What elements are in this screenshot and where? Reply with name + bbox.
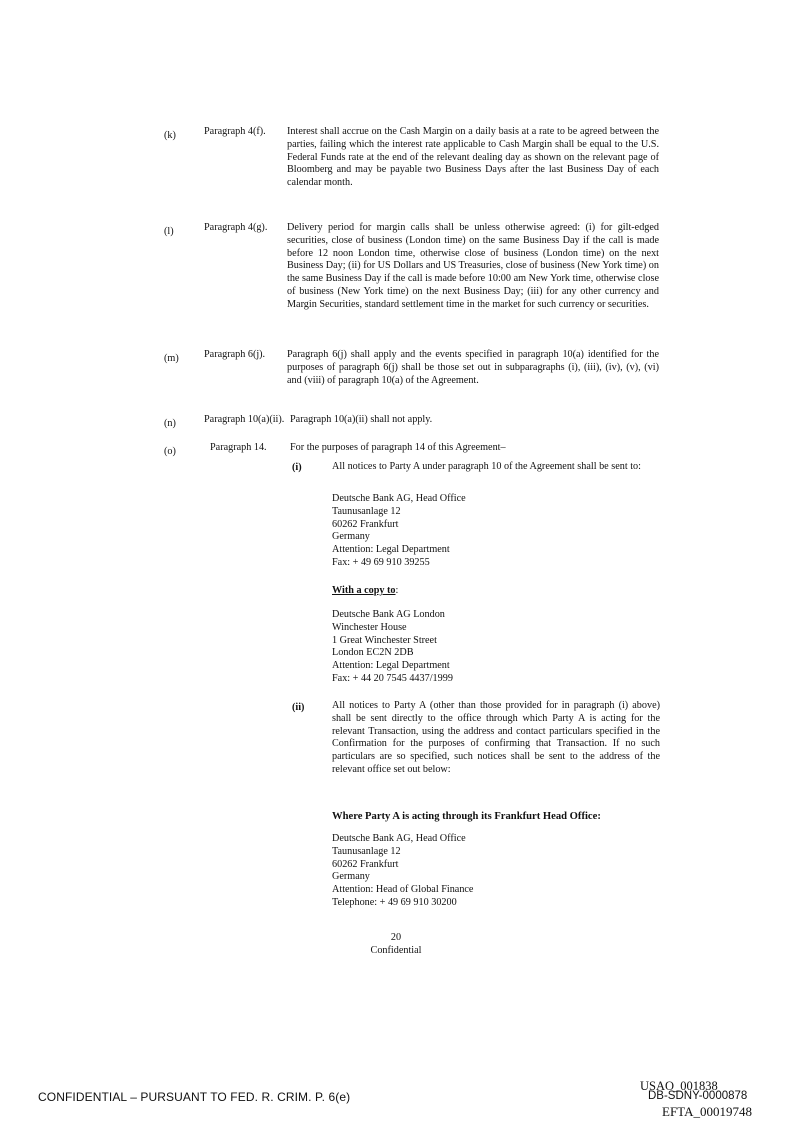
page-number: 20 <box>390 932 402 943</box>
para-m-body: Paragraph 6(j) shall apply and the events specified in paragraph 10(a) identified for the purposes of paragraph 6(j) shall be those set out in subparagraphs (i), (iii), (iv), (v), (vi) and (viii) of paragraph 10(a) of the Agreement. <box>287 349 659 386</box>
para-l-ref: Paragraph 4(g). <box>204 222 268 233</box>
address-line: Taunusanlage 12 <box>332 845 401 857</box>
para-l-letter: (l) <box>164 226 174 237</box>
address-line: 60262 Frankfurt <box>332 858 399 870</box>
db-sdny-stamp: DB-SDNY-0000878 <box>648 1090 748 1102</box>
para-n-body: Paragraph 10(a)(ii) shall not apply. <box>290 414 433 425</box>
sub-i-marker: (i) <box>292 462 302 473</box>
page-footer <box>366 932 426 958</box>
address-line: Attention: Legal Department <box>332 660 450 672</box>
address-line: London EC2N 2DB <box>332 647 414 659</box>
efta-stamp: EFTA_00019748 <box>662 1104 752 1119</box>
address-line: Fax: + 49 69 910 39255 <box>332 556 430 568</box>
para-o-body: For the purposes of paragraph 14 of this Agreement– <box>290 442 506 453</box>
address-line: Germany <box>332 871 370 883</box>
address-line: Germany <box>332 531 370 543</box>
sub-ii-marker: (ii) <box>292 702 305 713</box>
usao-stamp: USAO_001838 <box>640 1079 718 1093</box>
copy-heading <box>332 585 632 598</box>
address-line: Deutsche Bank AG, Head Office <box>332 493 466 504</box>
para-l-body: Delivery period for margin calls shall be unless otherwise agreed: (i) for gilt-edged securities, close of business (London time) on the same Business Day if the call is made before 12 noon London time, otherwise close of business (London time) on the next Business Day; (ii) for US Dollars and US Treasuries, close of business (New York time) on the same Business Day if the call is made before 10:00 am New York time, otherwise close of business (New York time) on the next Business Day; (iii) for any other currency and Margin Securities, standard settlement time in the market for such currency or securities. <box>287 222 659 310</box>
sub-i-address <box>332 493 632 570</box>
para-k-body: Interest shall accrue on the Cash Margin on a daily basis at a rate to be agreed between the parties, failing which the interest rate applicable to Cash Margin shall be equal to the U.S. Federal Funds rate at the end of the relevant dealing day as shown on the relevant page of Bloomberg and may be payable two Business Days after the last Business Day of each calendar month. <box>287 126 659 189</box>
address-line: Taunusanlage 12 <box>332 505 401 517</box>
copy-heading-colon: : <box>395 585 399 596</box>
address-line: Deutsche Bank AG London <box>332 609 445 620</box>
address-line: Fax: + 44 20 7545 4437/1999 <box>332 672 453 684</box>
para-m-ref: Paragraph 6(j). <box>204 349 266 360</box>
para-o-letter: (o) <box>164 446 176 457</box>
address-line: Telephone: + 49 69 910 30200 <box>332 896 457 908</box>
address-line: Attention: Head of Global Finance <box>332 884 474 896</box>
confidential-legend: CONFIDENTIAL – PURSUANT TO FED. R. CRIM. P. 6(e) <box>38 1090 351 1104</box>
copy-heading-label: With a copy to <box>332 585 396 596</box>
frankfurt-heading: Where Party A is acting through its Frankfurt Head Office: <box>332 811 601 822</box>
copy-address <box>332 609 632 686</box>
address-line: Deutsche Bank AG, Head Office <box>332 833 466 844</box>
para-k-letter: (k) <box>164 130 176 141</box>
para-n-letter: (n) <box>164 418 176 429</box>
sub-i-body: All notices to Party A under paragraph 10 of the Agreement shall be sent to: <box>332 461 641 472</box>
sub-ii-address <box>332 833 632 910</box>
address-line: Winchester House <box>332 621 407 633</box>
sub-ii-body: All notices to Party A (other than those provided for in paragraph (i) above) shall be sent directly to the office through which Party A is acting for the relevant Transaction, using the address and contact particulars specified in the Confirmation for the purposes of confirming that Transaction. If no such particulars are so specified, such notices shall be sent to the address of the relevant office set out below: <box>332 700 660 775</box>
address-line: Attention: Legal Department <box>332 544 450 556</box>
para-o-ref: Paragraph 14. <box>210 442 267 453</box>
para-n-ref: Paragraph 10(a)(ii). <box>204 414 285 425</box>
para-k-ref: Paragraph 4(f). <box>204 126 266 137</box>
address-line: 1 Great Winchester Street <box>332 634 437 646</box>
confidential-label: Confidential <box>370 944 422 956</box>
address-line: 60262 Frankfurt <box>332 518 399 530</box>
para-m-letter: (m) <box>164 353 179 364</box>
